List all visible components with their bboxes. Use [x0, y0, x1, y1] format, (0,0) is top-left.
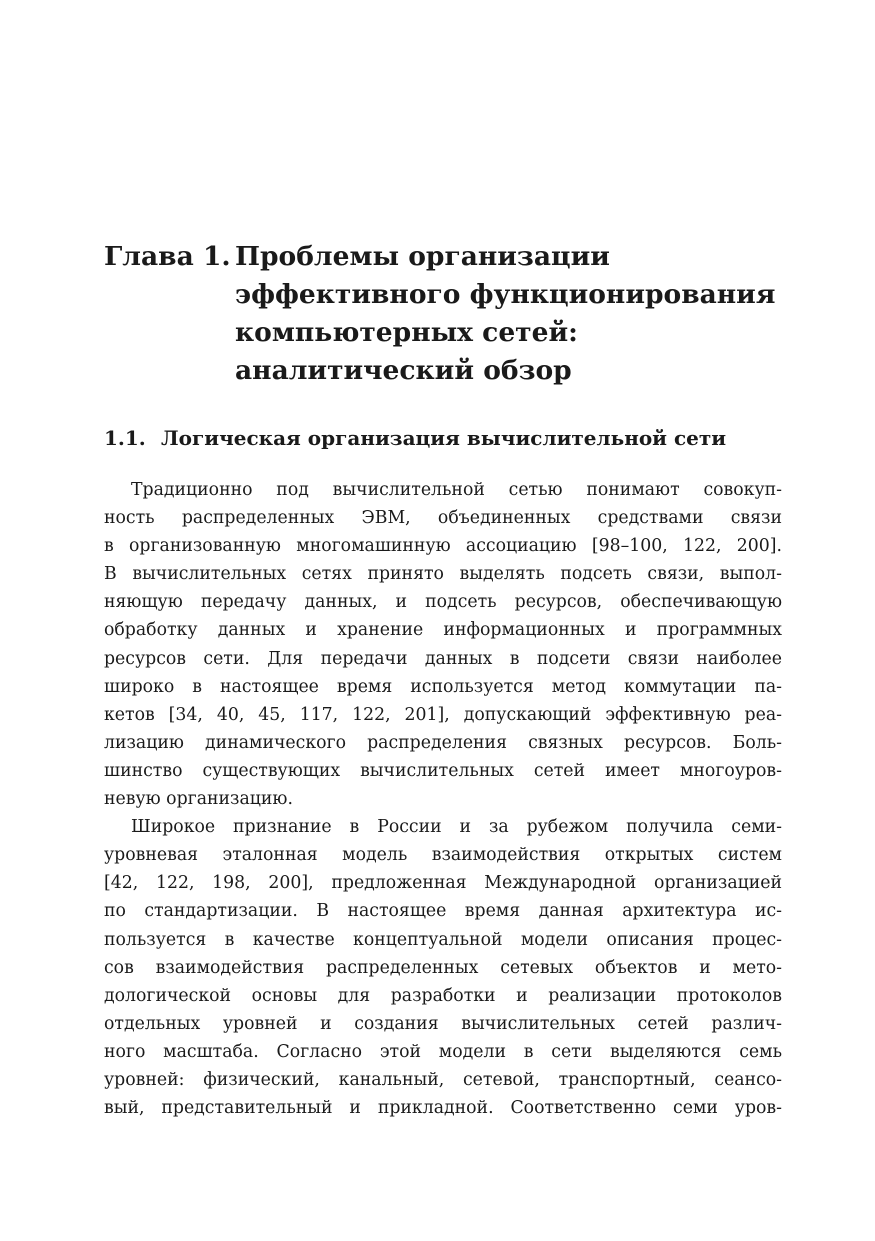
text-line: отдельных уровней и создания вычислительных сетей различ-: [104, 1013, 782, 1034]
text-line: лизацию динамического распределения связных ресурсов. Боль-: [104, 732, 782, 753]
text-line: уровней: физический, канальный, сетевой, транспортный, сеансо-: [104, 1069, 782, 1090]
chapter-title: [235, 238, 775, 390]
text-line: В вычислительных сетях принято выделять подсеть связи, выпол-: [104, 564, 782, 585]
paragraph: [104, 813, 782, 1122]
text-line: вый, представительный и прикладной. Соответственно семи уров-: [104, 1098, 782, 1119]
chapter-heading: [104, 238, 804, 390]
text-line: кетов [34, 40, 45, 117, 122, 201], допускающий эффективную реа-: [104, 704, 782, 725]
text-line: ного масштаба. Согласно этой модели в сети выделяются семь: [104, 1041, 782, 1062]
section-heading: [104, 422, 804, 454]
text-line: сов взаимодействия распределенных сетевых объектов и мето-: [104, 957, 782, 978]
text-line: Широкое признание в России и за рубежом получила семи-: [131, 817, 782, 838]
text-line: Традиционно под вычислительной сетью понимают совокуп-: [131, 480, 782, 500]
section-number: 1.1.: [104, 426, 146, 450]
text-line: уровневая эталонная модель взаимодействия открытых систем: [104, 845, 782, 866]
text-line: в организованную многомашинную ассоциацию [98–100, 122, 200].: [104, 536, 782, 557]
text-line: шинство существующих вычислительных сетей имеет многоуров-: [104, 760, 782, 781]
text-line: няющую передачу данных, и подсеть ресурсов, обеспечивающую: [104, 592, 782, 613]
text-line: обработку данных и хранение информационных и программных: [104, 620, 782, 641]
text-line: ресурсов сети. Для передачи данных в подсети связи наиболее: [104, 648, 782, 669]
chapter-label: Глава 1.: [104, 241, 231, 272]
chapter-title-line: аналитический обзор: [235, 355, 572, 386]
chapter-title-line: эффективного функционирования: [235, 279, 776, 310]
section-title: Логическая организация вычислительной сети: [161, 426, 727, 450]
text-line: [42, 122, 198, 200], предложенная Международной организацией: [104, 873, 782, 894]
text-line: пользуется в качестве концептуальной модели описания процес-: [104, 929, 782, 950]
chapter-title-line: компьютерных сетей:: [235, 317, 578, 348]
body-text: [104, 476, 782, 1122]
text-line: ность распределенных ЭВМ, объединенных средствами связи: [104, 508, 782, 529]
text-line: по стандартизации. В настоящее время данная архитектура ис-: [104, 901, 782, 922]
paragraph: [104, 476, 782, 813]
text-line: невую организацию.: [104, 789, 293, 810]
text-line: дологической основы для разработки и реализации протоколов: [104, 985, 782, 1006]
chapter-title-line: Проблемы организации: [235, 241, 610, 272]
text-line: широко в настоящее время используется метод коммутации па-: [104, 676, 782, 697]
